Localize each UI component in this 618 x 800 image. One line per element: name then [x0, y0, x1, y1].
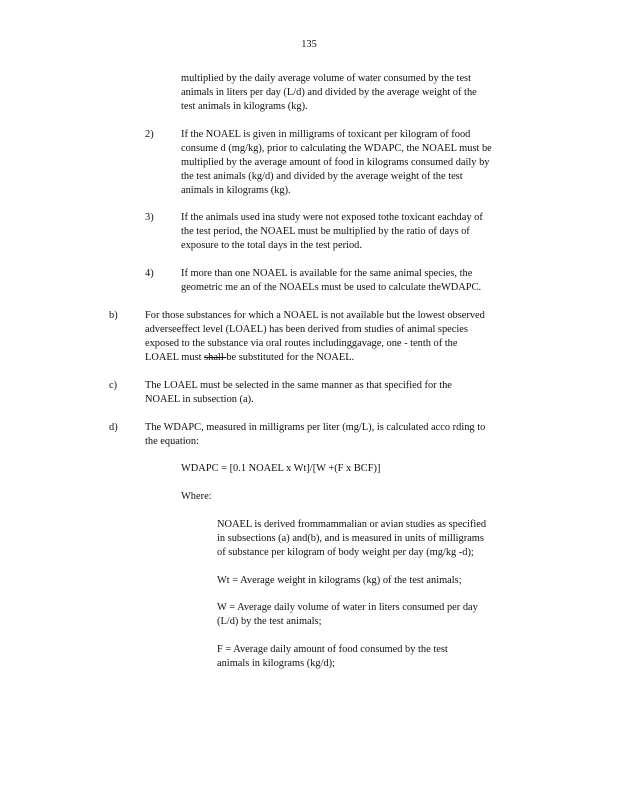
item-3-text [181, 211, 483, 253]
where-text: Where: [181, 491, 212, 502]
text-line: the test period, the NOAEL must be multiplied by the ratio of days of [181, 226, 470, 237]
item-3-marker: 3) [145, 212, 154, 223]
item-b-marker: b) [109, 310, 118, 321]
item-4-marker: 4) [145, 268, 154, 279]
text-line: exposure to the total days in the test period. [181, 240, 362, 251]
text-line: animals in kilograms (kg/d); [217, 658, 336, 669]
definition-wt [217, 574, 462, 588]
page-number: 135 [301, 39, 317, 50]
text-line: multiplied by the average amount of food in kilograms consumed daily by [181, 157, 490, 168]
text-line: consume d (mg/kg), prior to calculating the WDAPC, the NOAEL must be [181, 143, 492, 154]
text-segment: be substituted for the NOAEL. [226, 352, 355, 363]
item-1-continuation [181, 72, 477, 114]
item-d-text [145, 421, 485, 449]
definition-f [217, 643, 448, 671]
text-line: geometric me an of the NOAELs must be used to calculate theWDAPC. [181, 282, 482, 293]
text-line: If the animals used ina study were not exposed tothe toxicant eachday of [181, 212, 483, 223]
text-line: animals in kilograms (kg). [181, 185, 291, 196]
text-line: F = Average daily amount of food consumed by the test [217, 644, 448, 655]
item-2-marker: 2) [145, 129, 154, 140]
text-line: exposed to the substance via oral routes includinggavage, one - tenth of the [145, 338, 458, 349]
text-line: W = Average daily volume of water in liters consumed per day [217, 602, 478, 613]
item-c-text [145, 379, 452, 407]
struck-text: shall [204, 352, 227, 363]
definition-noael [217, 518, 486, 560]
text-line: The LOAEL must be selected in the same manner as that specified for the [145, 380, 452, 391]
definition-w [217, 601, 478, 629]
text-line: test animals in kilograms (kg). [181, 101, 308, 112]
text-line: NOAEL is derived frommammalian or avian studies as specified [217, 519, 487, 530]
text-line: Wt = Average weight in kilograms (kg) of the test animals; [217, 575, 462, 586]
text-line: animals in liters per day (L/d) and divided by the average weight of the [181, 87, 477, 98]
item-b-text [145, 309, 485, 365]
item-2-text [181, 128, 492, 198]
item-d-marker: d) [109, 422, 118, 433]
text-line: the test animals (kg/d) and divided by the average weight of the test [181, 171, 463, 182]
text-line: The WDAPC, measured in milligrams per liter (mg/L), is calculated acco rding to [145, 422, 486, 433]
text-line: multiplied by the daily average volume of water consumed by the test [181, 73, 471, 84]
text-segment: LOAEL must [145, 352, 205, 363]
text-line: the equation: [145, 436, 199, 447]
text-line [145, 351, 485, 365]
where-label [181, 490, 212, 504]
text-line: (L/d) by the test animals; [217, 616, 322, 627]
text-line: adverseeffect level (LOAEL) has been derived from studies of animal species [145, 324, 468, 335]
equation [181, 462, 380, 476]
text-line: NOAEL in subsection (a). [145, 394, 254, 405]
text-line: If the NOAEL is given in milligrams of toxicant per kilogram of food [181, 129, 471, 140]
text-line: of substance per kilogram of body weight per day (mg/kg -d); [217, 547, 474, 558]
item-c-marker: c) [109, 380, 118, 391]
item-4-text [181, 267, 481, 295]
text-line: For those substances for which a NOAEL is not available but the lowest observed [145, 310, 485, 321]
text-line: If more than one NOAEL is available for the same animal species, the [181, 268, 473, 279]
equation-text: WDAPC = [0.1 NOAEL x Wt]/[W +(F x BCF)] [181, 463, 381, 474]
text-line: in subsections (a) and(b), and is measured in units of milligrams [217, 533, 484, 544]
